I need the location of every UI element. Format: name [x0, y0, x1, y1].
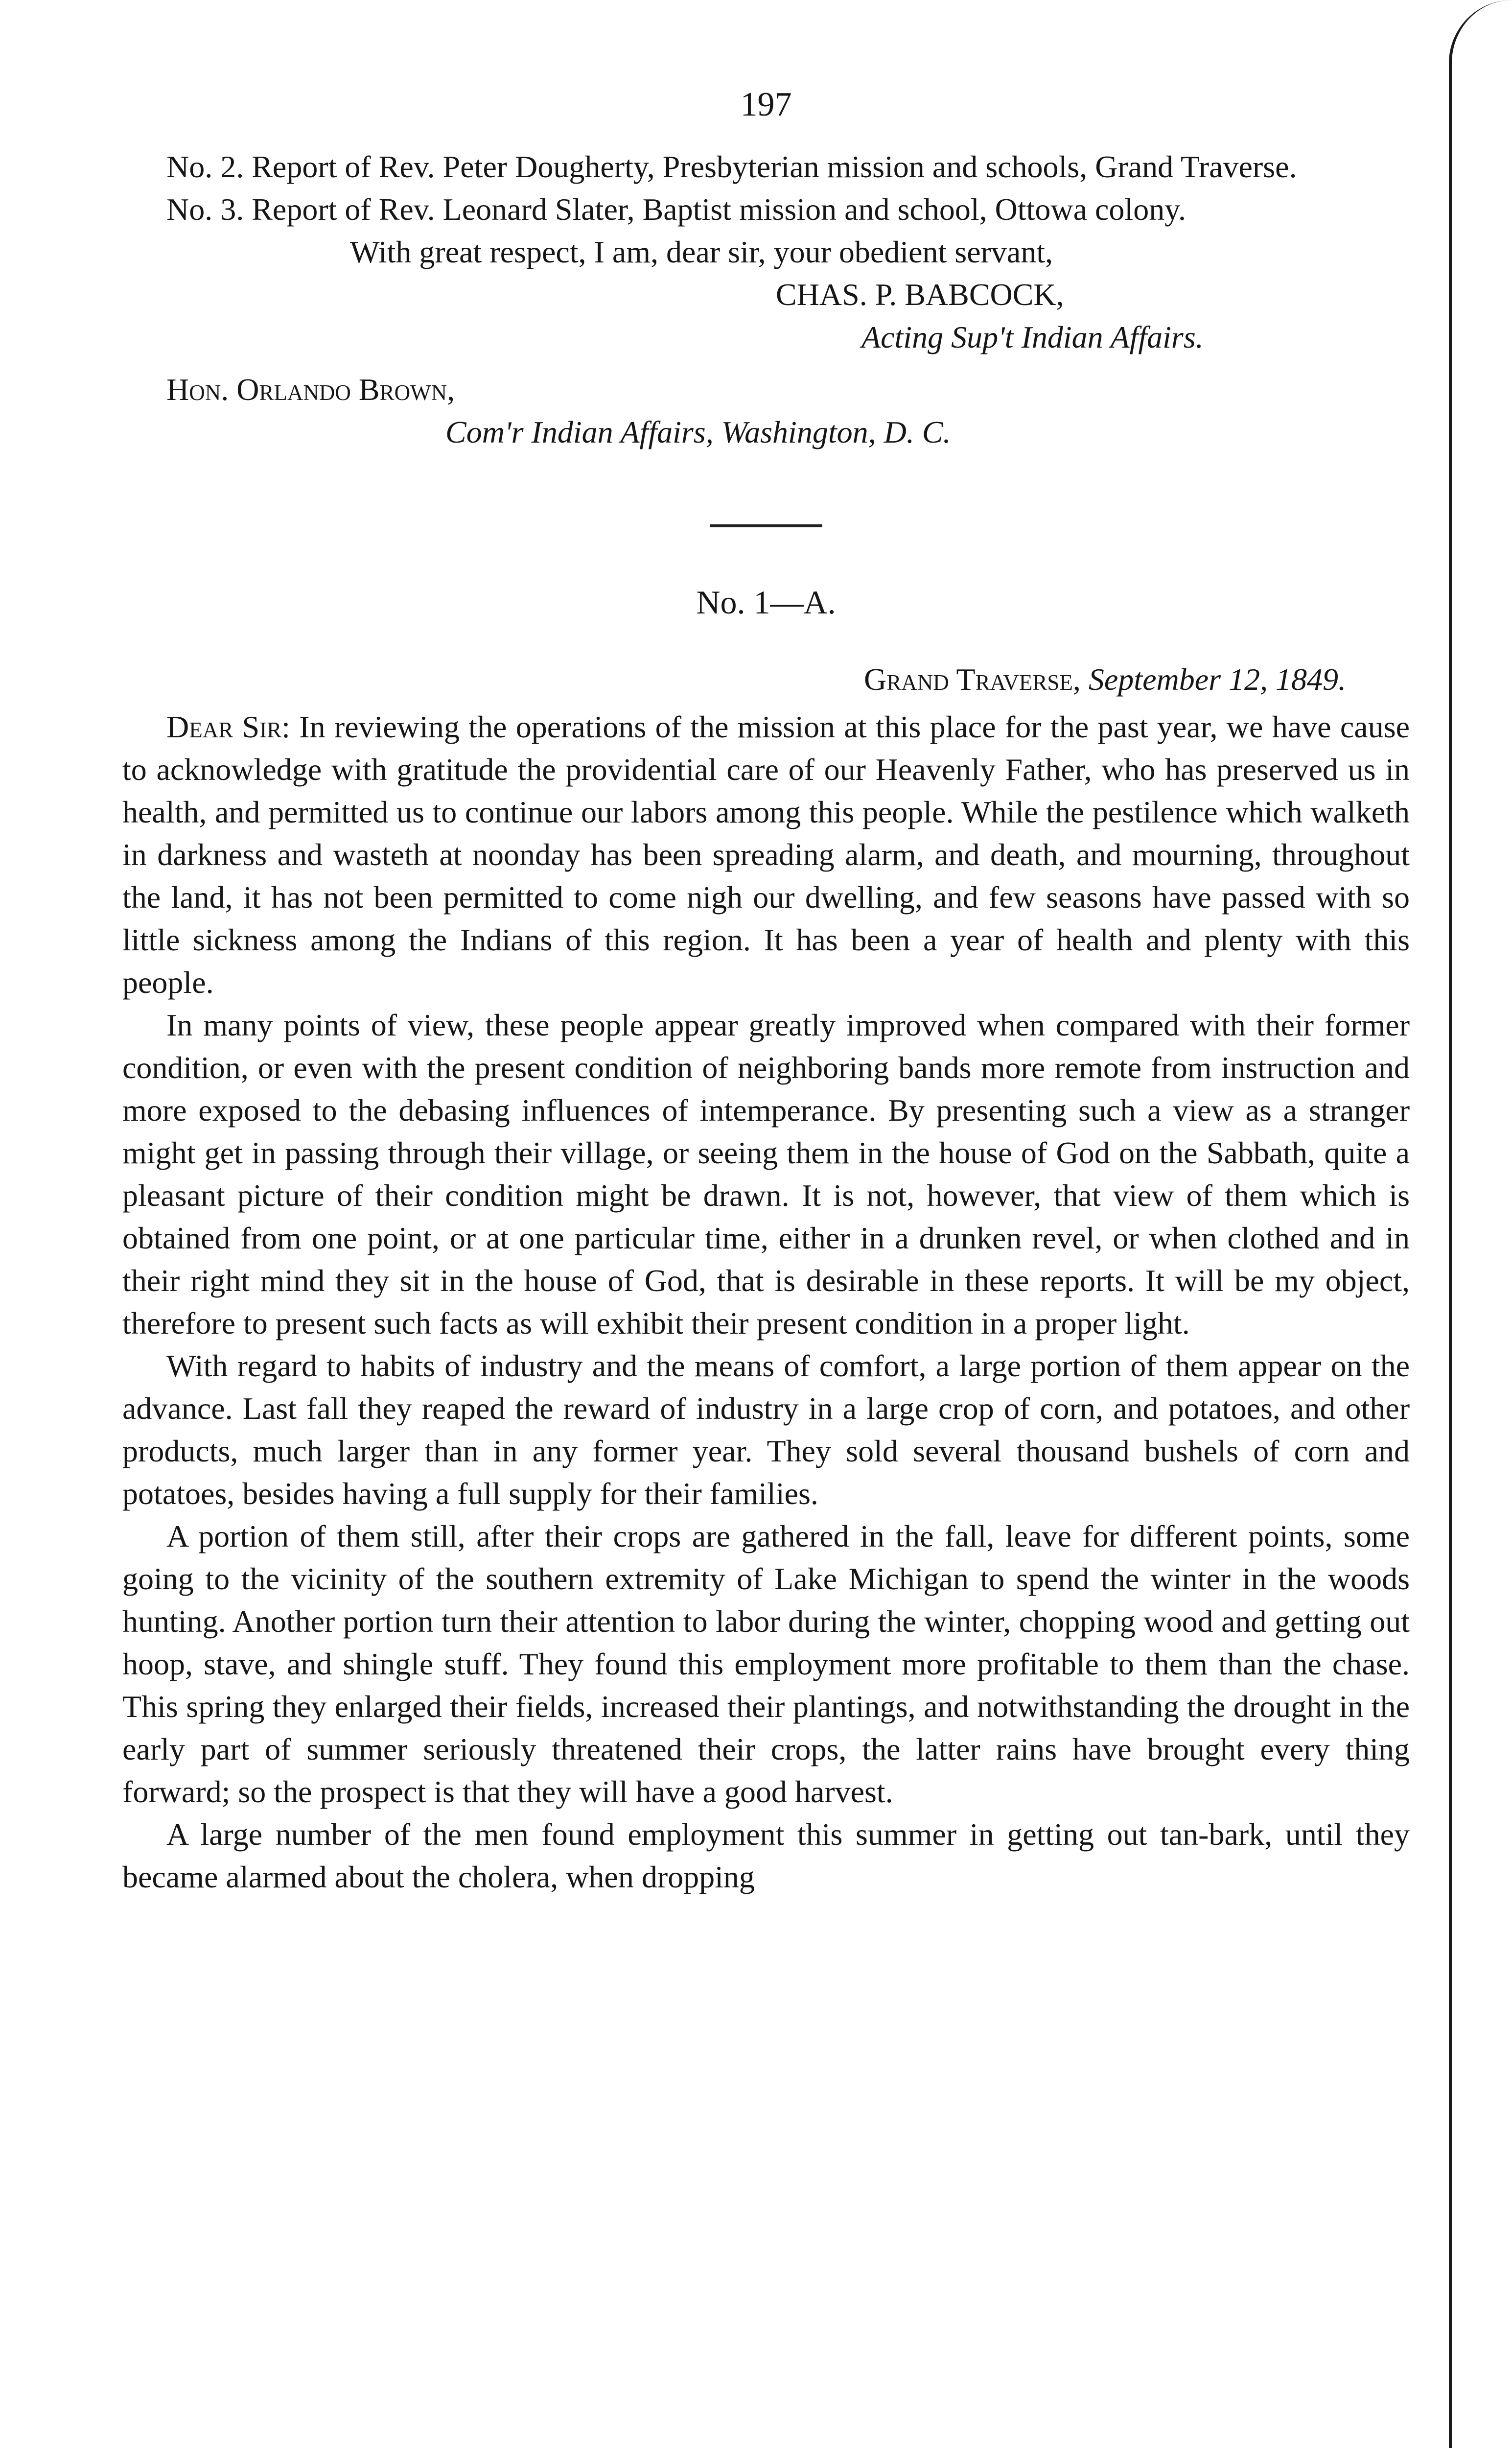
body-paragraph	[122, 706, 1410, 1004]
document-number: No. 1—A.	[696, 584, 836, 621]
addressee-name: Hon. Orlando Brown,	[166, 372, 455, 407]
signer-name: CHAS. P. BABCOCK,	[776, 277, 1064, 312]
page-content	[122, 83, 1410, 1898]
list-item: No. 3. Report of Rev. Leonard Slater, Baptist mission and school, Ottowa colony.	[166, 192, 1186, 227]
body-paragraph: A portion of them still, after their crops are gathered in the fall, leave for different points, some going to the vicinity of the southern extremity of Lake Michigan to spend the winter in the woods hunting. Another portion turn their attention to labor during the winter, chopping wood and getting out hoop, stave, and shingle stuff. They found this employment more profitable to them than the chase. This spring they enlarged their fields, increased their plantings, and notwithstanding the drought in the early part of summer seriously threatened their crops, the latter rains have brought every thing forward; so the prospect is that they will have a good harvest.	[122, 1519, 1410, 1809]
dateline	[122, 658, 1410, 701]
body-paragraph: A large number of the men found employment this summer in getting out tan-bark, until they became alarmed about the cholera, when dropping	[122, 1817, 1410, 1894]
paragraph-text: In reviewing the operations of the mission at this place for the past year, we have cause to acknowledge with gratitude the providential care of our Heavenly Father, who has preserved us in health, and permitted us to continue our labors among this people. While the pestilence which walketh in darkness and wasteth at noonday has been spreading alarm, and death, and mourning, throughout the land, it has not been permitted to come nigh our dwelling, and few seasons have passed with so little sickness among the Indians of this region. It has been a year of health and plenty with this people.	[122, 709, 1410, 1000]
signer-title: Acting Sup't Indian Affairs.	[861, 320, 1204, 354]
body-paragraph: In many points of view, these people appear greatly improved when compared with their former condition, or even with the present condition of neighboring bands more remote from instruction and more exposed to the debasing influences of intemperance. By presenting such a view as a stranger might get in passing through their village, or seeing them in the house of God on the Sabbath, quite a pleasant picture of their condition might be drawn. It is not, however, that view of them which is obtained from one point, or at one particular time, either in a drunken revel, or when clothed and in their right mind they sit in the house of God, that is desirable in these reports. It will be my object, therefore to present such facts as will exhibit their present condition in a proper light.	[122, 1008, 1410, 1341]
addressee-title: Com'r Indian Affairs, Washington, D. C.	[445, 415, 951, 449]
page-edge	[1449, 0, 1512, 2448]
dateline-place: Grand Traverse,	[863, 662, 1081, 697]
greeting: Dear Sir:	[166, 709, 290, 744]
dateline-date: September 12, 1849.	[1088, 662, 1346, 697]
list-item: No. 2. Report of Rev. Peter Dougherty, Presbyterian mission and schools, Grand Traverse.	[166, 149, 1297, 184]
body-paragraph: With regard to habits of industry and the means of comfort, a large portion of them appear on the advance. Last fall they reaped the reward of industry in a large crop of corn, and potatoes, and other products, much larger than in any former year. They sold several thousand bushels of corn and potatoes, besides having a full supply for their families.	[122, 1348, 1410, 1511]
closing-line: With great respect, I am, dear sir, your obedient servant,	[350, 235, 1053, 269]
section-divider	[710, 524, 822, 527]
page-number: 197	[740, 86, 792, 123]
